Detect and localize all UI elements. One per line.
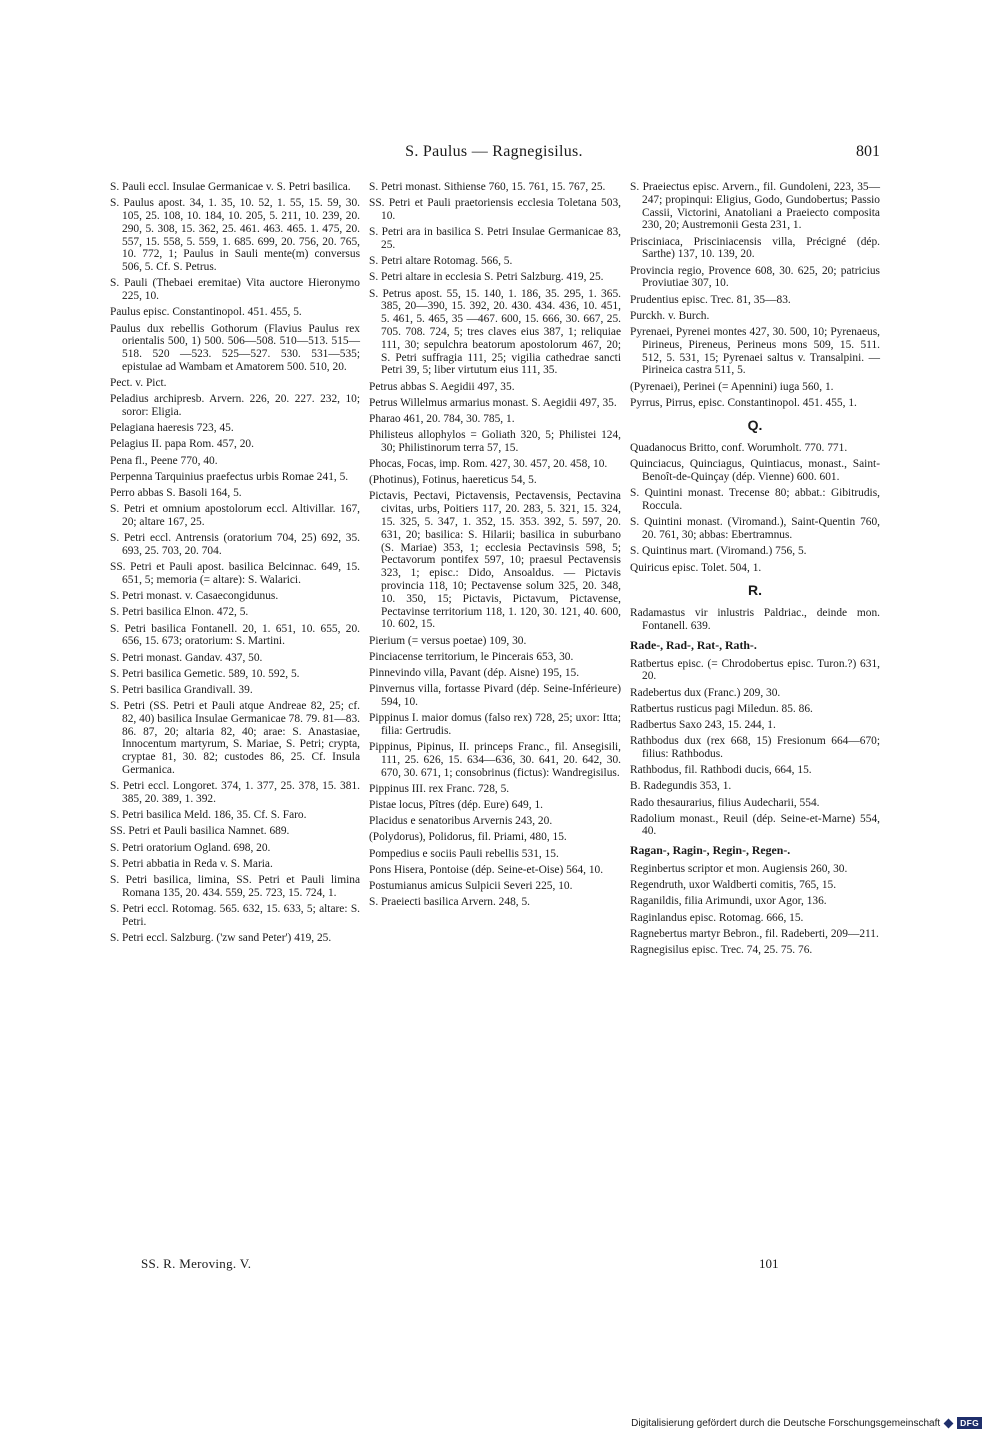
index-entry: S. Quintinus mart. (Viromand.) 756, 5. xyxy=(630,545,807,558)
index-entry: Ragnegisilus episc. Trec. 74, 25. 75. 76. xyxy=(630,944,813,957)
index-entry: Pyrenaei, Pyrenei montes 427, 30. 500, 10; Pyrenaeus, Pirineus, Pireneus, Perineus mons 509, 15. 511. 512, 5. 531, 15; Pyrenaei saltus v. Transalpini. — Pirineica castra 511, 5. xyxy=(630,325,880,377)
index-entry: S. Petri eccl. Antrensis (oratorium 704, 25) 692, 35. 693, 25. 703, 20. 704. xyxy=(110,532,360,557)
index-entry: Pelagiana haeresis 723, 45. xyxy=(110,422,234,435)
entry-group-p xyxy=(630,181,880,409)
index-entry: Pippinus III. rex Franc. 728, 5. xyxy=(369,782,510,795)
index-entry: Pelagius II. papa Rom. 457, 20. xyxy=(110,438,254,451)
entry-group-r2 xyxy=(630,658,880,839)
entry-group-r3 xyxy=(630,863,880,957)
index-entry: Peladius archipresb. Arvern. 226, 20. 227. 232, 10; soror: Eligia. xyxy=(110,393,360,419)
index-entry: (Pyrenaei), Perinei (= Apennini) iuga 560, 1. xyxy=(630,380,834,393)
index-entry: Philisteus allophylos = Goliath 320, 5; Philistei 124, 30; Philistinorum terra 57, 15. xyxy=(369,429,621,454)
index-entry: Radbertus Saxo 243, 15. 244, 1. xyxy=(630,718,776,731)
index-entry: S. Petri altare in ecclesia S. Petri Salzburg. 419, 25. xyxy=(369,271,604,284)
index-entry: Pistae locus, Pîtres (dép. Eure) 649, 1. xyxy=(369,799,543,812)
index-entry: SS. Petri et Pauli apost. basilica Belcinnac. 649, 15. 651, 5; memoria (= altare): S. Walarici. xyxy=(110,561,360,586)
index-entry: Prudentius episc. Trec. 81, 35—83. xyxy=(630,293,791,306)
running-title: S. Paulus — Ragnegisilus. xyxy=(405,143,583,160)
index-entry: SS. Petri et Pauli basilica Namnet. 689. xyxy=(110,825,290,838)
index-entry: S. Quintini monast. (Viromand.), Saint-Quentin 760, 20. 761, 30; abbas: Ebertramnus. xyxy=(630,516,880,542)
entry-group-r1 xyxy=(630,607,880,633)
index-entry: Paulus dux rebellis Gothorum (Flavius Paulus rex orientalis 500, 1) 500. 506—508. 510—513. 515—518. 520 —523. 525—527. 530. 531—535; epistulae ad Wambam et Amatorem 500. 510, 20. xyxy=(110,322,360,373)
index-entry: Raganildis, filia Arimundi, uxor Agor, 136. xyxy=(630,895,827,908)
index-column-2 xyxy=(369,181,621,912)
dfg-logo: DFG xyxy=(957,1417,982,1429)
entry-group-q xyxy=(630,442,880,574)
index-entry: Perro abbas S. Basoli 164, 5. xyxy=(110,487,242,500)
index-entry: Radebertus dux (Franc.) 209, 30. xyxy=(630,686,781,699)
index-entry: Provincia regio, Provence 608, 30. 625, 20; patricius Proviutiae 307, 10. xyxy=(630,264,880,290)
index-entry: S. Petri abbatia in Reda v. S. Maria. xyxy=(110,857,273,870)
page-number: 801 xyxy=(856,143,880,160)
index-entry: S. Petri (SS. Petri et Pauli atque Andreae 82, 25; cf. 82, 40) basilica Insulae Germanicae 78. 79. 81—83. 86. 87, 20; altaria 82, 40; arae: S. Anastasiae, Innocentum martyrum, S. Mariae, S. Petri; crypta, cryptae 81, 30. 82; custodes 86, 25. Cf. Insula Germanica. xyxy=(110,700,360,777)
page-header xyxy=(108,143,880,167)
index-entry: Perpenna Tarquinius praefectus urbis Romae 241, 5. xyxy=(110,470,349,483)
index-entry: Pompedius e sociis Pauli rebellis 531, 15. xyxy=(369,847,559,860)
rubric-rade: Rade-, Rad-, Rat-, Rath-. xyxy=(630,637,757,652)
index-column-1 xyxy=(110,181,360,948)
index-entry: S. Petri monast. v. Casaecongidunus. xyxy=(110,590,279,603)
index-entry: S. Petri oratorium Ogland. 698, 20. xyxy=(110,841,271,854)
index-entry: S. Petri eccl. Longoret. 374, 1. 377, 25. 378, 15. 381. 385, 20. 389, 1. 392. xyxy=(110,780,360,806)
index-entry: S. Petri monast. Sithiense 760, 15. 761, 15. 767, 25. xyxy=(369,181,606,193)
index-entry: Pippinus, Pipinus, II. princeps Franc., fil. Ansegisili, 111, 25. 626, 15. 634—636, 30. 641, 20. 642, 30. 670, 30. 671, 1; consobrinus (fictus): Wandregisilus. xyxy=(369,741,621,779)
index-entry: Pinciacense territorium, le Pincerais 653, 30. xyxy=(369,650,574,663)
index-entry: Pictavis, Pectavi, Pictavensis, Pectavensis, Pectavina civitas, urbs, Poitiers 117, 20. 283, 5. 321, 15. 324, 15. 325, 5. 347, 1. 352, 15. 353. 392, 5. 597, 20. 631, 20; basilica: S. Hilarii; basilica in suburbano (S. Mariae) 353, 1; ecclesia Pectavinsis 598, 5; Pectavorum pontifex 597, 10; praesul Pectavensis 323, 1; episc.: Dido, Ansoaldus. — Pictavis provincia 118, 10; Pectavense solum 325, 20. 348, 10. 350, 15; Pictavis, Pictavum, Pictavense, Pectavinse territorium 118, 1. 120, 30. 121, 40. 600, 10. 602, 15. xyxy=(369,490,621,631)
index-entry: Purckh. v. Burch. xyxy=(630,309,710,322)
sheet-number: 101 xyxy=(759,1256,779,1271)
index-entry: S. Petri basilica Meld. 186, 35. Cf. S. Faro. xyxy=(110,809,307,822)
index-entry: S. Pauli eccl. Insulae Germanicae v. S. Petri basilica. xyxy=(110,181,351,193)
index-entry: S. Pauli (Thebaei eremitae) Vita auctore Hieronymo 225, 10. xyxy=(110,277,360,303)
index-entry: Quiricus episc. Tolet. 504, 1. xyxy=(630,561,762,574)
index-entry: Ratbertus episc. (= Chrodobertus episc. Turon.?) 631, 20. xyxy=(630,657,880,683)
index-entry: (Photinus), Fotinus, haereticus 54, 5. xyxy=(369,474,537,487)
index-entry: Pharao 461, 20. 784, 30. 785, 1. xyxy=(369,412,515,425)
index-entry: Rathbodus dux (rex 668, 15) Fresionum 664—670; filius: Rathbodus. xyxy=(630,735,880,760)
index-entry: Placidus e senatoribus Arvernis 243, 20. xyxy=(369,815,553,828)
index-entry: SS. Petri et Pauli praetoriensis ecclesia Toletana 503, 10. xyxy=(369,197,621,222)
index-column-3 xyxy=(630,181,880,960)
digitization-note: Digitalisierung gefördert durch die Deutsche Forschungsgemeinschaft xyxy=(631,1417,941,1429)
index-entry: Quinciacus, Quinciagus, Quintiacus, monast., Saint-Benoît-de-Quinçay (dép. Vienne) 600. 601. xyxy=(630,458,880,484)
index-entry: S. Petri altare Rotomag. 566, 5. xyxy=(369,255,513,268)
index-entry: S. Petri eccl. Salzburg. ('zw sand Peter') 419, 25. xyxy=(110,931,332,944)
rubric-ragan: Ragan-, Ragin-, Regin-, Regen-. xyxy=(630,843,791,858)
index-entry: Radamastus vir inlustris Paldriac., deinde mon. Fontanell. 639. xyxy=(630,607,880,632)
index-entry: S. Petri basilica Grandivall. 39. xyxy=(110,683,253,696)
index-entry: Paulus episc. Constantinopol. 451. 455, 5. xyxy=(110,306,302,319)
index-entry: S. Petri eccl. Rotomag. 565. 632, 15. 633, 5; altare: S. Petri. xyxy=(110,902,360,928)
index-entry: Pena fl., Peene 770, 40. xyxy=(110,454,218,467)
index-entry: B. Radegundis 353, 1. xyxy=(630,780,732,793)
index-entry: Raginlandus episc. Rotomag. 666, 15. xyxy=(630,911,804,924)
index-entry: Pinnevindo villa, Pavant (dép. Aisne) 195, 15. xyxy=(369,666,580,679)
index-entry: S. Paulus apost. 34, 1. 35, 10. 52, 1. 55, 15. 59, 30. 105, 25. 108, 10. 184, 10. 205, 5. 211, 10. 239, 20. 290, 5. 308, 15. 362, 25. 461. 463. 465. 1. 475, 20. 557, 15. 558, 5. 559, 1. 685. 699, 20. 756, 20. 765, 10. 772, 1; Paulus in Sauli mente(m) conversus 506, 5. Cf. S. Petrus. xyxy=(110,197,360,274)
index-entry: Pippinus I. maior domus (falso rex) 728, 25; uxor: Itta; filia: Gertrudis. xyxy=(369,712,621,737)
index-entry: Pons Hisera, Pontoise (dép. Seine-et-Oise) 564, 10. xyxy=(369,863,604,876)
index-entry: S. Quintini monast. Trecense 80; abbat.: Gibitrudis, Roccula. xyxy=(630,487,880,513)
index-entry: (Polydorus), Polidorus, fil. Priami, 480, 15. xyxy=(369,831,567,844)
signature-mark: SS. R. Meroving. V. xyxy=(141,1256,252,1271)
index-entry: Pierium (= versus poetae) 109, 30. xyxy=(369,634,527,647)
section-letter-q: Q. xyxy=(747,417,763,434)
dfg-diamond-icon xyxy=(944,1418,954,1428)
index-entry: S. Petri basilica Fontanell. 20, 1. 651, 10. 655, 20. 656, 15. 673; oratorium: S. Martini. xyxy=(110,622,360,648)
index-entry: Pinvernus villa, fortasse Pivard (dép. Seine-Inférieure) 594, 10. xyxy=(369,683,621,708)
index-entry: Reginbertus scriptor et mon. Augiensis 260, 30. xyxy=(630,863,848,876)
index-entry: Pect. v. Pict. xyxy=(110,377,167,390)
index-entry: S. Petrus apost. 55, 15. 140, 1. 186, 35. 295, 1. 365. 385, 20—390, 15. 392, 20. 430. 434. 436, 10. 451, 5. 461, 5. 465, 35 —467. 600, 15. 666, 30. 667, 25. 705. 708. 724, 5; tres claves eius 387, 1; reliquiae 111, 30; sepulchra beatorum apostolorum 467, 20; S. Petri suffragia 111, 25; vigilia cathedrae sancti Petri 39, 5; liber virtutum eius 111, 35. xyxy=(369,287,621,377)
index-entry: S. Petri ara in basilica S. Petri Insulae Germanicae 83, 25. xyxy=(369,226,621,251)
index-entry: S. Petri basilica Gemetic. 589, 10. 592, 5. xyxy=(110,667,300,680)
index-entry: Phocas, Focas, imp. Rom. 427, 30. 457, 20. 458, 10. xyxy=(369,458,608,471)
index-entry: S. Petri et omnium apostolorum eccl. Altivillar. 167, 20; altare 167, 25. xyxy=(110,503,360,529)
index-entry: Rathbodus, fil. Rathbodi ducis, 664, 15. xyxy=(630,764,812,777)
index-entry: Ratbertus rusticus pagi Miledun. 85. 86. xyxy=(630,702,813,715)
index-entry: S. Petri monast. Gandav. 437, 50. xyxy=(110,651,263,664)
index-entry: Pyrrus, Pirrus, episc. Constantinopol. 451. 455, 1. xyxy=(630,396,857,409)
index-entry: Ragnebertus martyr Bebron., fil. Radeberti, 209—211. xyxy=(630,927,879,940)
index-entry: Rado thesaurarius, filius Audecharii, 554. xyxy=(630,796,820,809)
index-entry: Postumianus amicus Sulpicii Severi 225, 10. xyxy=(369,880,573,893)
index-entry: Prisciniaca, Prisciniacensis villa, Précigné (dép. Sarthe) 137, 10. 139, 20. xyxy=(630,235,880,261)
index-entry: S. Petri basilica Elnon. 472, 5. xyxy=(110,606,249,619)
index-entry: S. Petri basilica, limina, SS. Petri et Pauli limina Romana 135, 20. 434. 559, 25. 723, 15. 724, 1. xyxy=(110,874,360,899)
index-entry: Petrus abbas S. Aegidii 497, 35. xyxy=(369,380,515,393)
index-entry: Petrus Willelmus armarius monast. S. Aegidii 497, 35. xyxy=(369,396,617,409)
index-entry: Regendruth, uxor Waldberti comitis, 765, 15. xyxy=(630,879,837,892)
index-entry: Quadanocus Britto, conf. Worumholt. 770. 771. xyxy=(630,442,848,455)
index-entry: S. Praeiecti basilica Arvern. 248, 5. xyxy=(369,896,531,909)
index-entry: Radolium monast., Reuil (dép. Seine-et-Marne) 554, 40. xyxy=(630,812,880,838)
section-letter-r: R. xyxy=(748,582,762,599)
index-entry: S. Praeiectus episc. Arvern., fil. Gundoleni, 223, 35—247; propinqui: Eligius, Godo, Gundobertus; Passio Cassii, Victorini, Anatoliani a Praeiecto composita 230, 20; Austremonii Gesta 231, 1. xyxy=(630,181,880,232)
digitization-credit xyxy=(631,1417,982,1429)
